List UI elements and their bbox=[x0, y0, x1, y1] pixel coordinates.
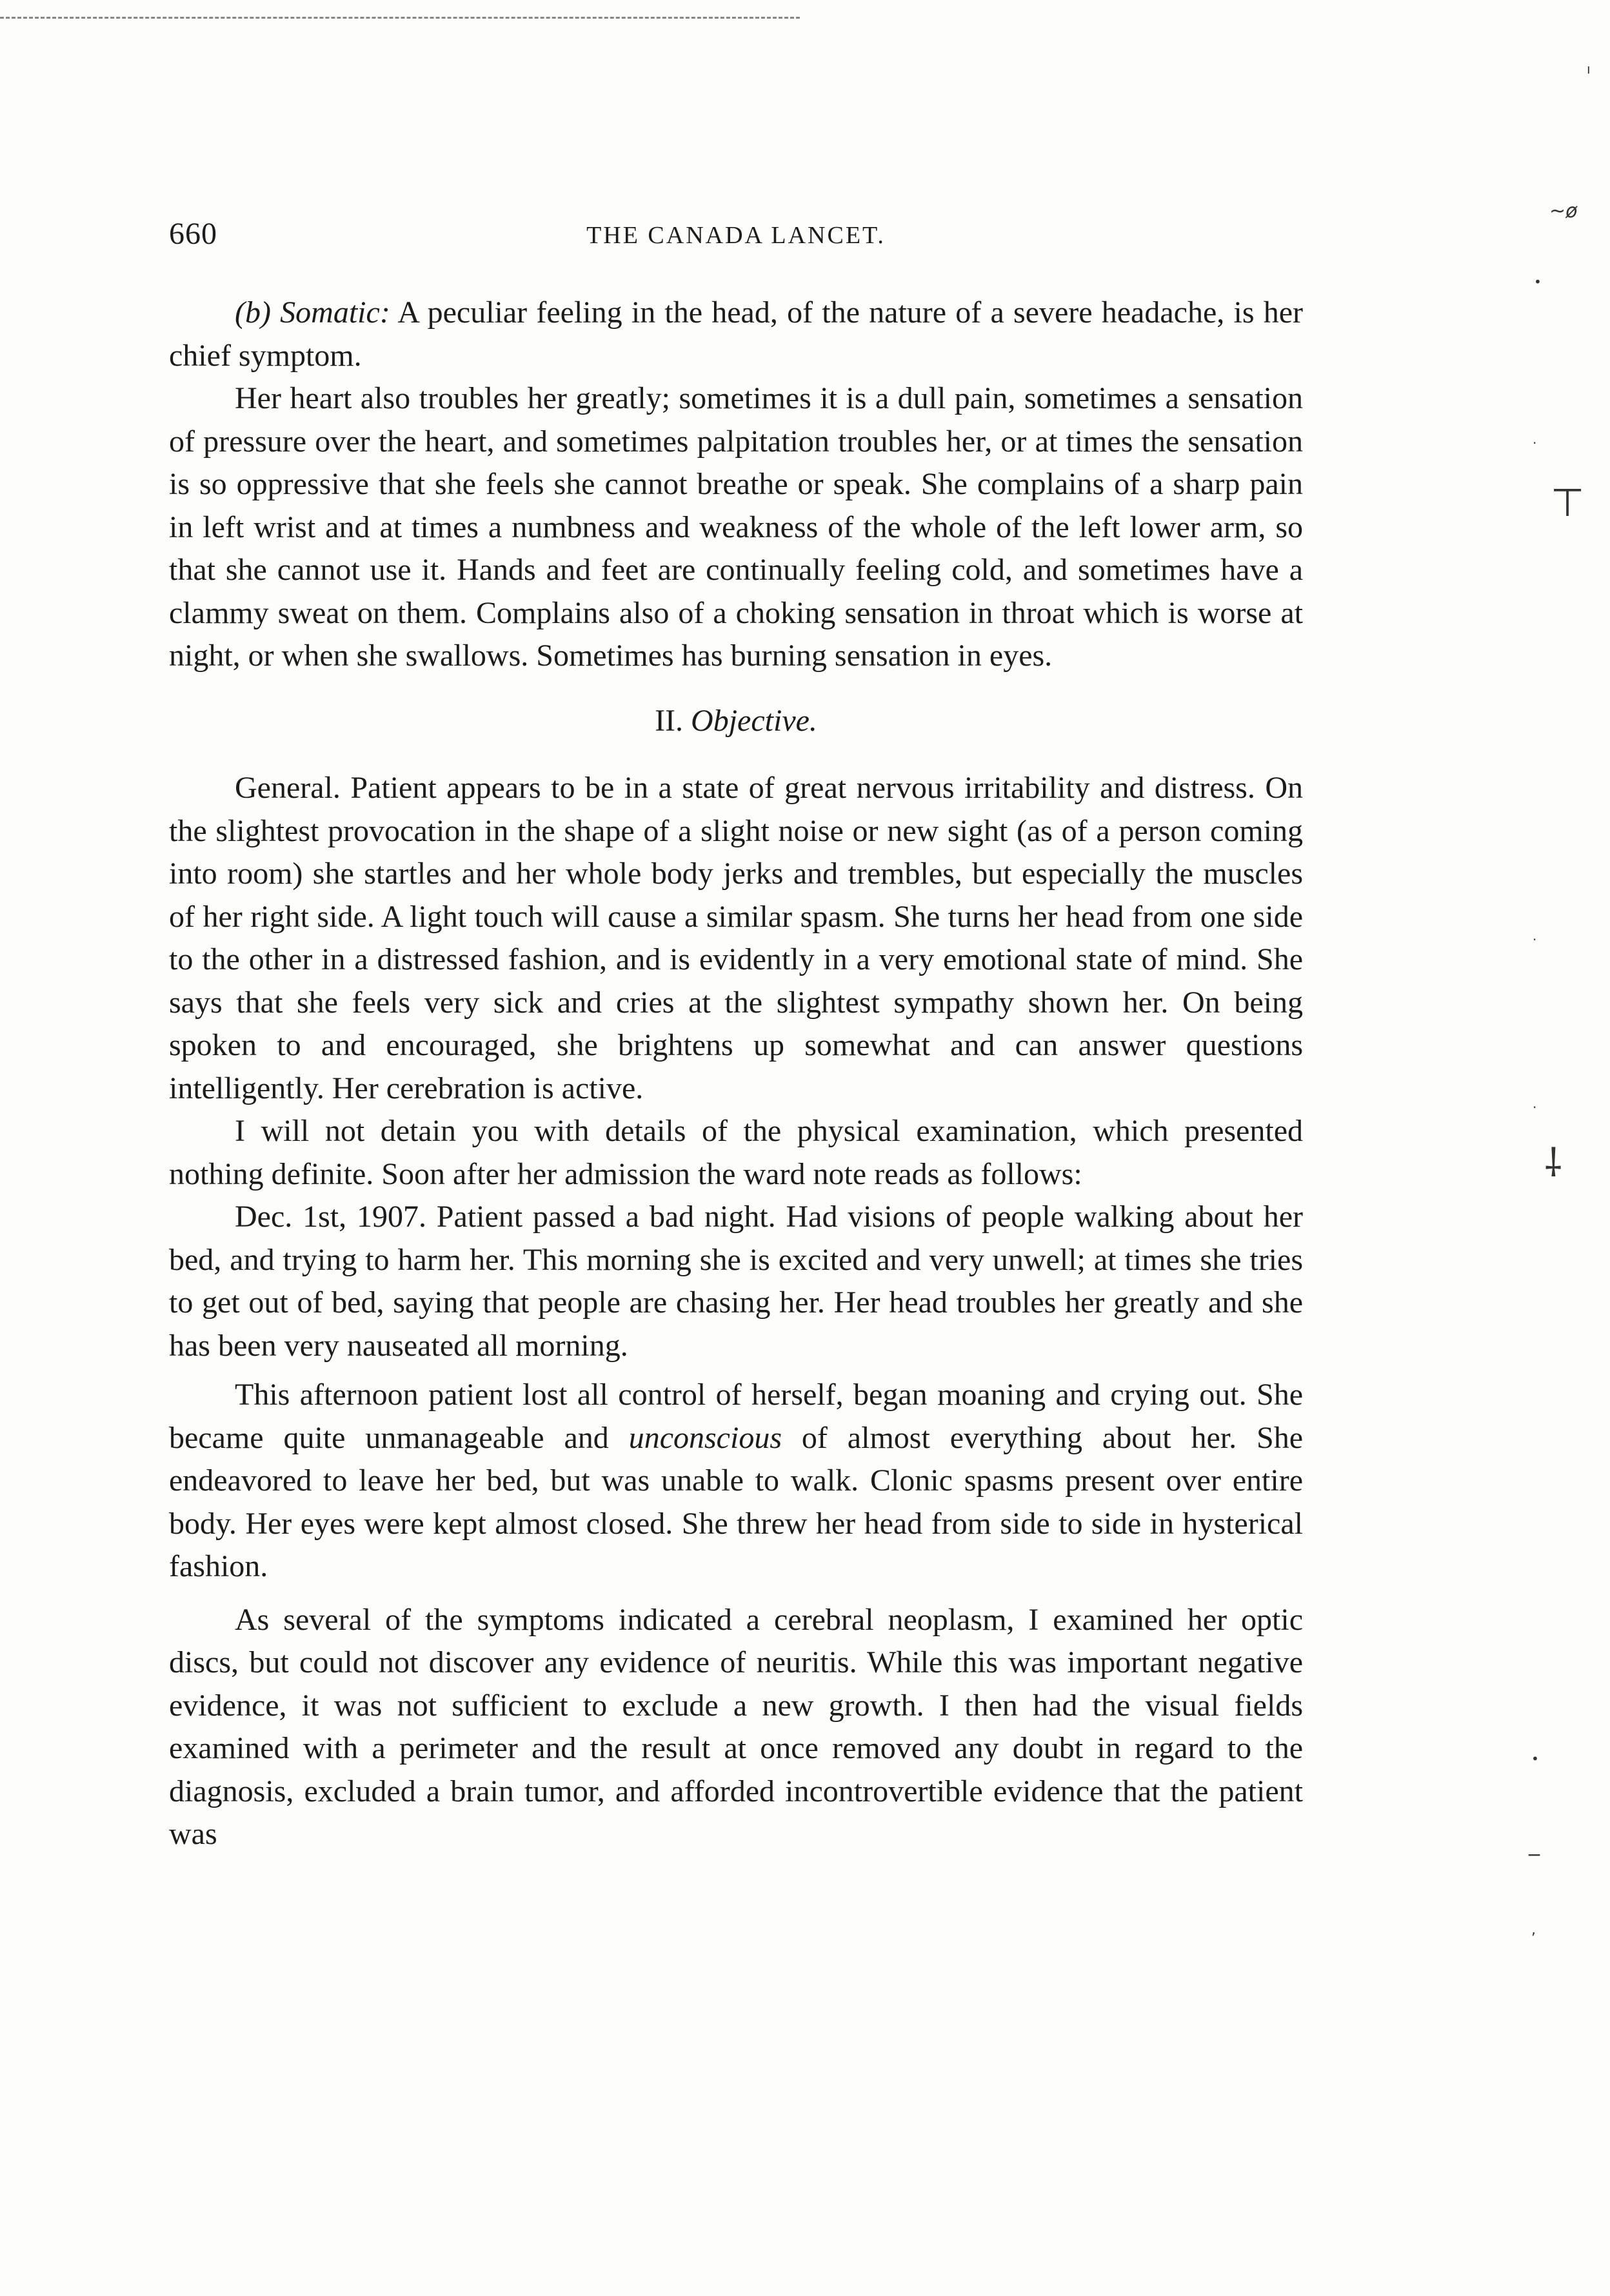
scan-speck: · bbox=[1533, 435, 1537, 451]
scan-speck: · bbox=[1533, 932, 1537, 947]
paragraph-examination: I will not detain you with details of the physical examination, which presented nothing definite. Soon after her admission the ward note reads as follows: bbox=[169, 1114, 1303, 1191]
body-text bbox=[169, 292, 1303, 1856]
scan-speck: ı bbox=[1587, 61, 1591, 77]
page-number: 660 bbox=[169, 217, 217, 251]
unconscious-emphasis: unconscious bbox=[628, 1420, 782, 1455]
paragraph-heart: Her heart also troubles her greatly; sometimes it is a dull pain, sometimes a sensation of pressure over the heart, and sometimes palpitation troubles her, or at times the sensation is so oppressive that she feels she cannot breathe or speak. She complains of a sharp pain in left wrist and at times a numbness and weakness of the whole of the left lower arm, so that she cannot use it. Hands and feet are continually feeling cold, and sometimes have a clammy sweat on them. Complains also of a choking sensation in throat which is worse at night, or when she swallows. Sometimes has burning sensation in eyes. bbox=[169, 381, 1303, 673]
scan-speck: • bbox=[1531, 1751, 1539, 1767]
paragraph-optic-discs: As several of the symptoms indicated a cerebral neoplasm, I examined her optic discs, but could not discover any evidence of neuritis. While this was important negative evidence, it was not sufficient to exclude a new growth. I then had the visual fields examined with a perimeter and the result at once removed any doubt in regard to the diagnosis, excluded a brain tumor, and afforded incontrovertible evidence that the patient was bbox=[169, 1602, 1303, 1851]
paragraph-ward-note: Dec. 1st, 1907. Patient passed a bad night. Had visions of people walking about her bed, and trying to harm her. This morning she is excited and very unwell; at times she tries to get out of bed, saying that people are chasing her. Her head troubles her greatly and she has been very nauseated all morning. bbox=[169, 1200, 1303, 1363]
scan-speck: ~ø bbox=[1549, 200, 1578, 223]
section-heading bbox=[169, 700, 1303, 743]
section-numeral: II. bbox=[655, 703, 684, 738]
page-header bbox=[169, 216, 1303, 255]
afternoon-text-b: of almost everything about her. She endeavored to leave her bed, but was unable to walk. Clonic spasms present over entire body. Her eyes were kept almost closed. She threw her head from side to side in hysterical fashion. bbox=[169, 1420, 1303, 1583]
margin-scan-marks bbox=[1509, 0, 1610, 2296]
scan-speck: ⊤ bbox=[1551, 480, 1585, 526]
scan-speck: · bbox=[1533, 1100, 1537, 1115]
somatic-text: A peculiar feeling in the head, of the nature of a severe headache, is her chief symptom. bbox=[169, 295, 1304, 373]
scan-speck: ‾ bbox=[1529, 1851, 1540, 1877]
paragraph-somatic bbox=[169, 292, 1303, 377]
section-title: Objective. bbox=[691, 703, 817, 738]
paragraph-afternoon bbox=[169, 1374, 1303, 1588]
scan-artifact-rule bbox=[0, 17, 800, 25]
afternoon-text-a: This afternoon patient lost all control of herself, began moaning and crying out. She became quite unmanageable and bbox=[169, 1378, 1303, 1455]
somatic-label: (b) Somatic: bbox=[235, 295, 390, 330]
scan-speck: , bbox=[1531, 1922, 1536, 1938]
running-head: THE CANADA LANCET. bbox=[586, 222, 886, 249]
scan-speck: • bbox=[1534, 274, 1542, 290]
paragraph-general: General. Patient appears to be in a state of great nervous irritability and distress. On the slightest provocation in the shape of a slight noise or new sight (as of a person coming into room) she startles and her whole body jerks and trembles, but especially the muscles of her right side. A light touch will cause a similar spasm. She turns her head from one side to the other in a distressed fashion, and is evidently in a very emotional state of mind. She says that she feels very sick and cries at the slightest sympathy shown her. On being spoken to and encouraged, she brightens up somewhat and can answer questions intelligently. Her cerebration is active. bbox=[169, 771, 1303, 1105]
scan-speck: ⸸ bbox=[1544, 1141, 1563, 1186]
